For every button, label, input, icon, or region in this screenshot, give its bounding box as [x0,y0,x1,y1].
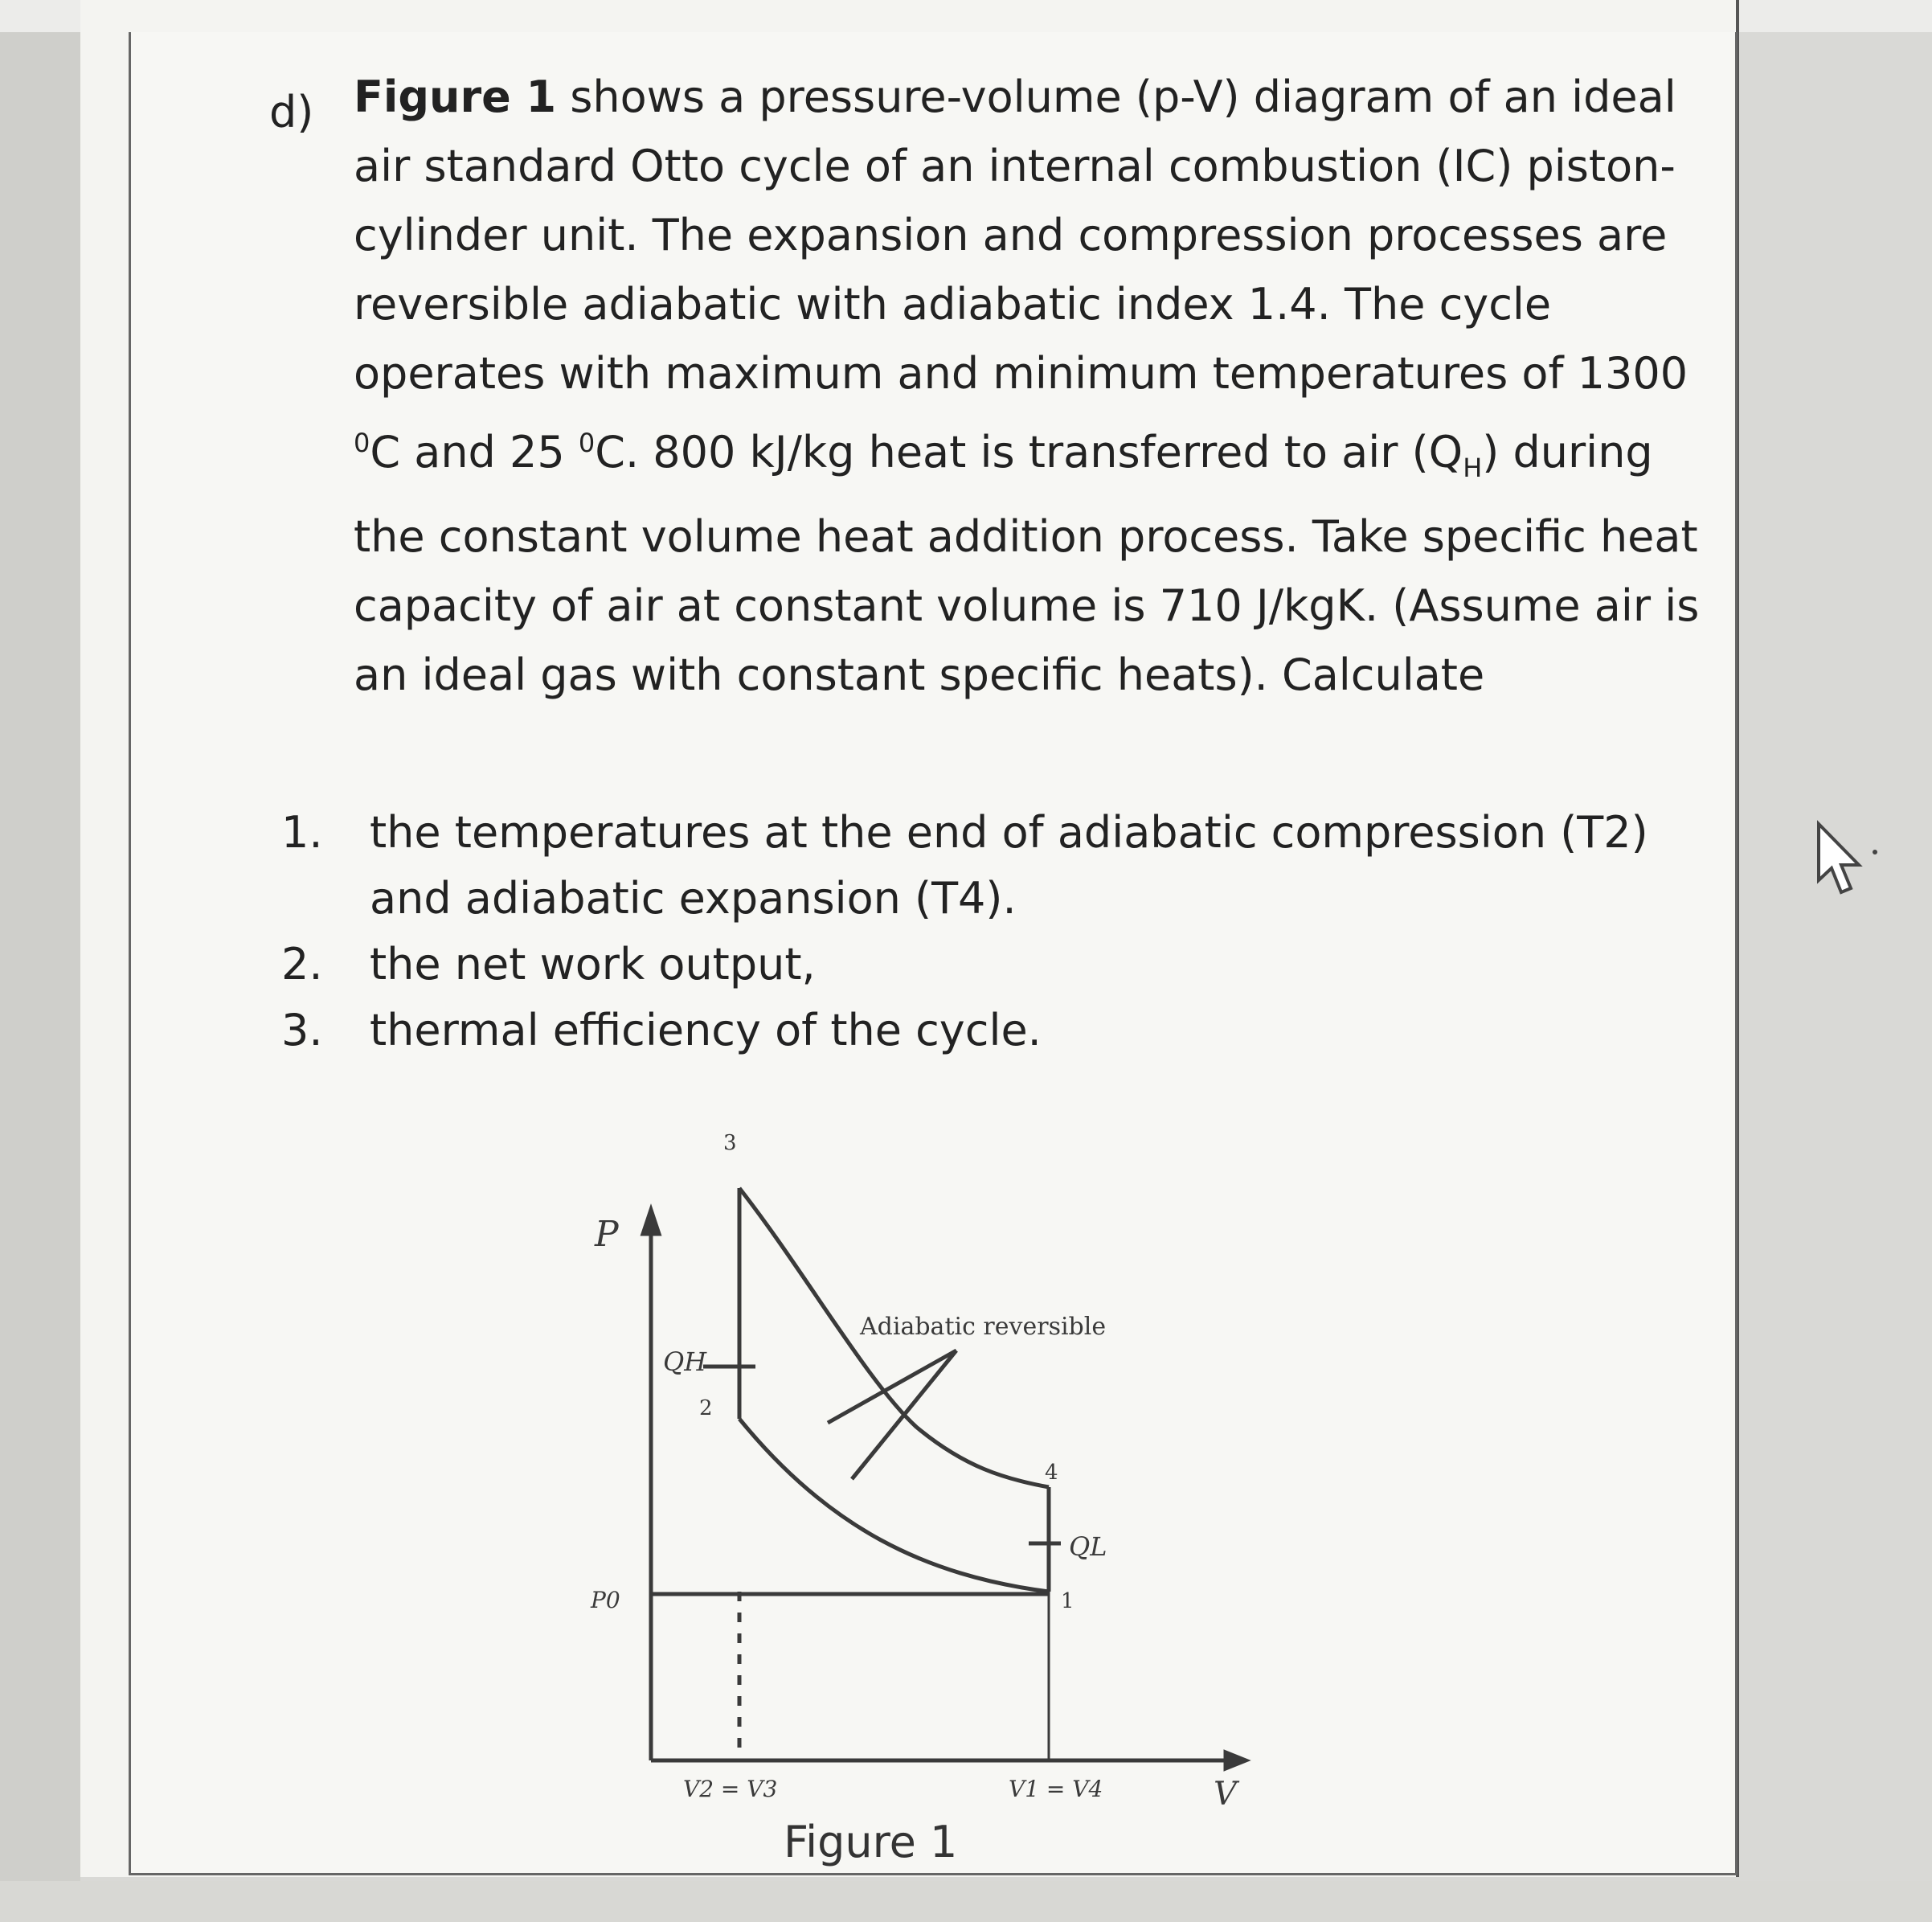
degree-mark-2: 0 [578,428,596,458]
figure-caption: Figure 1 [784,1817,958,1867]
list-text: thermal efficiency of the cycle. [370,1005,1042,1055]
point-4-label: 4 [1045,1461,1058,1485]
background-bottom [0,1881,1932,1922]
ql-label: QL [1069,1531,1107,1562]
list-number: 1. [281,807,323,858]
pv-diagram [563,1125,1286,1809]
list-number: 2. [281,939,323,990]
point-2-label: 2 [699,1396,713,1420]
question-text [354,63,1720,710]
subscript-h: H [1463,452,1483,483]
question-label: d) [269,87,314,137]
degree-mark-1: 0 [354,428,370,458]
v-left-label: V2 = V3 [683,1776,778,1802]
mouse-cursor-icon [1812,820,1885,900]
question-body-3: C. 800 kJ/kg heat is transferred to air (Q [595,427,1463,477]
v-right-label: V1 = V4 [1009,1776,1103,1802]
p-axis-arrow-icon [643,1210,659,1234]
question-body-2: C and 25 [370,427,579,477]
list-text: the net work output, [370,939,816,990]
adiabatic-pointer-2 [828,1350,956,1423]
v-axis-arrow-icon [1226,1752,1246,1768]
adiabatic-label: Adiabatic reversible [860,1313,1107,1341]
task-list [281,800,1688,1063]
qh-label: QH [663,1346,707,1377]
list-number: 3. [281,1005,323,1055]
background-left-edge [0,32,80,1881]
process-1-2-compression [739,1419,1049,1592]
v-axis-label: V [1214,1776,1237,1809]
list-item [281,800,1688,932]
p0-label: P0 [591,1587,620,1613]
question-body-1: shows a pressure-volume (p-V) diagram of an ideal air standard Otto cycle of an internal combustion (IC) piston-cylinder unit. The expansion and compression processes are reversible adiabatic with adiabatic index 1.4. The cycle operates with maximum and minimum temperatures of 1300 [354,72,1688,399]
point-1-label: 1 [1061,1589,1074,1613]
question-body-4: ) during the constant volume heat addition process. Take specific heat capacity of air at constant volume is 710 J/kgK. (Assume air is an ideal gas with constant specific heats). Calculate [354,427,1700,700]
list-item [281,932,1688,998]
p-axis-label: P [595,1214,619,1255]
list-item [281,998,1688,1063]
figure-reference: Figure 1 [354,72,557,122]
point-3-label: 3 [723,1131,737,1155]
list-text: the temperatures at the end of adiabatic compression (T2) and adiabatic expansion (T4). [370,807,1648,924]
